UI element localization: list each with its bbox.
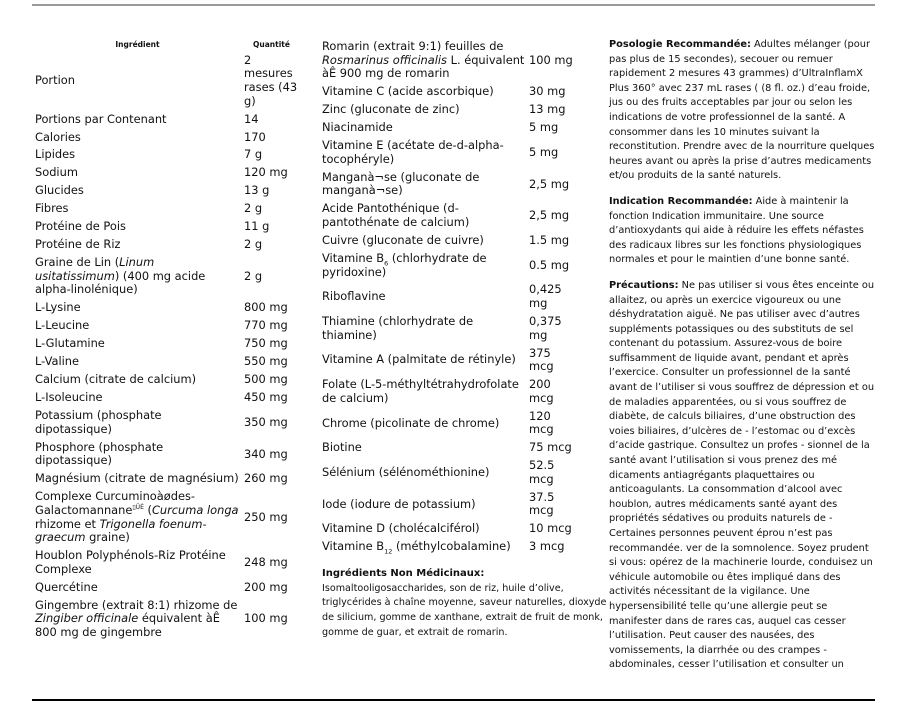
- table-row: Graine de Lin (Linum usitatissimum) (400 mg acide alpha-linolénique) 2 g: [35, 255, 263, 297]
- non-medicinal-title: Ingrédients Non Médicinaux:: [322, 568, 485, 580]
- table-row: Quercétine 200 mg: [35, 579, 288, 594]
- table-row: Romarin (extrait 9:1) feuilles de Rosmarinus officinalis L. équivalent àÊ 900 mg de romarin 100 mg: [322, 39, 573, 81]
- table-row: Glucides 13 g: [35, 183, 270, 198]
- top-divider: [32, 4, 875, 6]
- table-row: Lipides 7 g: [35, 147, 263, 162]
- precautions-text: Ne pas utiliser si vous êtes enceinte ou allaitez, ou après un exercice vigoureux ou une déshydratation aiguë. Ne pas utiliser avec d’autres suppléments potassiques ou des substituts de sel contenant du potassium. Assurez-vous de boire suffisamment de liquide avant, pendant et après l’exercice. Consulter un professionnel de la santé avant de l’utiliser si vous souffrez de dépression et ou de maladies apparentées, ou si vous souffrez de diabète, de calculs biliaires, d’une obstruction des voies biliaires, d’ulcères de - l’estomac ou d’excès d’acide gastrique. Consultez un profes - sionnel de la santé avant l’utilisation si vous prenez des mé dicaments antiagrégants plaquettaires ou anticoagulants. La consommation d’alcool avec houblon, autres médicaments santé ayant des propriétés sédatives ou produits naturels de - Certaines personnes peuvent éprou n’est pas recommandée. ver de la somnolence. Soyez prudent si vous: opérez de la machinerie lourde, conduisez un véhicule automobile ou êtes impliqué dans des activités nécessitant de la vigilance. Une hypersensibilité telle qu’une allergie peut se manifester dans de rares cas, auquel cas cesser l’utilisation. Peut causer des nausées, des vomissements, la diarrhée ou des crampes - abdominales, cesser l’utilisation et consulter un: [609, 279, 875, 671]
- table-row: Vitamine $B_6$ (chlorhydrate de pyridoxine) 0.5 mg: [322, 250, 570, 279]
- table-row: Zinc (gluconate de zinc) 13 mg: [322, 102, 566, 117]
- indication-text: Aide à maintenir la fonction Indication immunitaire. Une source d’antioxydants qui aide à réduire les effets néfastes des radicaux libres sur les fonctions physiologiques normales et pour le maintien d’une bonne santé.: [609, 195, 864, 266]
- table-row: Portions par Contenant 14: [35, 111, 259, 126]
- table-row: Phosphore (phosphate dipotassique) 340 mg: [35, 439, 288, 468]
- table-row: Calcium (citrate de calcium) 500 mg: [35, 372, 288, 387]
- table-row: Calories 170: [35, 129, 266, 144]
- indication-section: [609, 195, 879, 268]
- table-row: Vitamine E (acétate de-d-alpha-tocophéryle) 5 mg: [322, 138, 559, 166]
- table-row: Cuivre (gluconate de cuivre) 1.5 mg: [322, 232, 570, 247]
- table-row: Potassium (phosphate dipotassique) 350 mg: [35, 408, 288, 436]
- table-row: Complexe Curcuminoàødes-Galactomannane$^{▯ÜÉ}$ (Curcuma longa rhizome et Trigonella foenum-graecum graine) 250 mg: [35, 489, 288, 545]
- dosage-title: Posologie Recommandée:: [609, 39, 751, 50]
- dosage-text: Adultes mélanger (pour pas plus de 15 secondes), secouer ou remuer rapidement 2 mesures 43 grammes) d’UltraInflamX Plus 360° avec 237 mL rases ( (8 fl. oz.) d’eau froide, jus ou des fruits acceptables par jour ou selon les indications de votre professionnel de la santé. A consommer dans les 10 minutes suivant la reconstitution. Prendre avec de la nourriture quelques heures avant ou après la prise d’autres medicaments et/ou produits de la santé naturels.: [609, 39, 875, 182]
- table-row: Manganà¬se (gluconate de manganà¬se) 2,5 mg: [322, 169, 570, 198]
- table-row: L-Glutamine 750 mg: [35, 336, 288, 351]
- table-row: Sodium 120 mg: [35, 165, 288, 180]
- table-row: Houblon Polyphénols-Riz Protéine Complexe 248 mg: [35, 548, 288, 576]
- dosage-section: [609, 38, 879, 184]
- table-row: Gingembre (extrait 8:1) rhizome de Zingiber officinale équivalent àÊ 800 mg de gingembre 100 mg: [35, 597, 288, 639]
- table-row: Niacinamide 5 mg: [322, 120, 559, 135]
- table-row: Biotine 75 mcg: [322, 440, 572, 455]
- table-row: Chrome (picolinate de chrome) 120 mcg: [322, 408, 554, 437]
- indication-title: Indication Recommandée:: [609, 195, 753, 207]
- table-row: Fibres 2 g: [35, 201, 263, 216]
- table-row: Acide Pantothénique (d-pantothénate de calcium) 2,5 mg: [322, 201, 570, 229]
- table-row: Sélénium (sélénométhionine) 52.5 mcg: [322, 458, 555, 486]
- nutrition-table-middle: [322, 38, 577, 556]
- table-row: Vitamine C (acide ascorbique) 30 mg: [322, 84, 566, 99]
- table-row: L-Isoleucine 450 mg: [35, 390, 288, 405]
- table-row: Thiamine (chlorhydrate de thiamine) 0,375 mg: [322, 314, 562, 342]
- nutrition-table-left: [35, 38, 299, 642]
- non-medicinal-text: Isomaltooligosaccharides, son de riz, huile d’olive, triglycérides à chaîne moyenne, saveur naturelles, dioxyde de silicium, gomme de xanthane, extrait de fruit de monk, gomme de guar, et extrait de romarin.: [322, 582, 607, 638]
- table-row: Portion 2 mesures rases (43 g): [35, 52, 298, 108]
- directions-column: [609, 38, 879, 673]
- table-row: Iode (iodure de potassium) 37.5 mcg: [322, 489, 555, 518]
- table-row: Vitamine A (palmitate de rétinyle) 375 mcg: [322, 345, 554, 374]
- ingredient-header: Ingrédient: [115, 40, 160, 49]
- table-row: Vitamine D (cholécalciférol) 10 mcg: [322, 521, 572, 536]
- precautions-section: [609, 279, 879, 673]
- quantity-header: Quantité: [253, 40, 290, 49]
- table-row: L-Leucine 770 mg: [35, 318, 288, 333]
- nutrition-table-middle-column: [322, 38, 607, 640]
- table-row: Vitamine $B_{12}$ (méthylcobalamine) 3 mcg: [322, 539, 565, 556]
- table-row: Folate (L-5-méthyltétrahydrofolate de calcium) 200 mcg: [322, 377, 554, 405]
- nutrition-table-left-column: [35, 38, 315, 642]
- table-row: L-Valine 550 mg: [35, 354, 288, 369]
- precautions-title: Précautions:: [609, 279, 679, 291]
- non-medicinal-ingredients: [322, 567, 607, 640]
- table-row: Protéine de Riz 2 g: [35, 237, 263, 252]
- table-row: Riboflavine 0,425 mg: [322, 282, 562, 311]
- table-row: Protéine de Pois 11 g: [35, 219, 270, 234]
- table-row: L-Lysine 800 mg: [35, 300, 288, 315]
- table-row: Magnésium (citrate de magnésium) 260 mg: [35, 471, 288, 486]
